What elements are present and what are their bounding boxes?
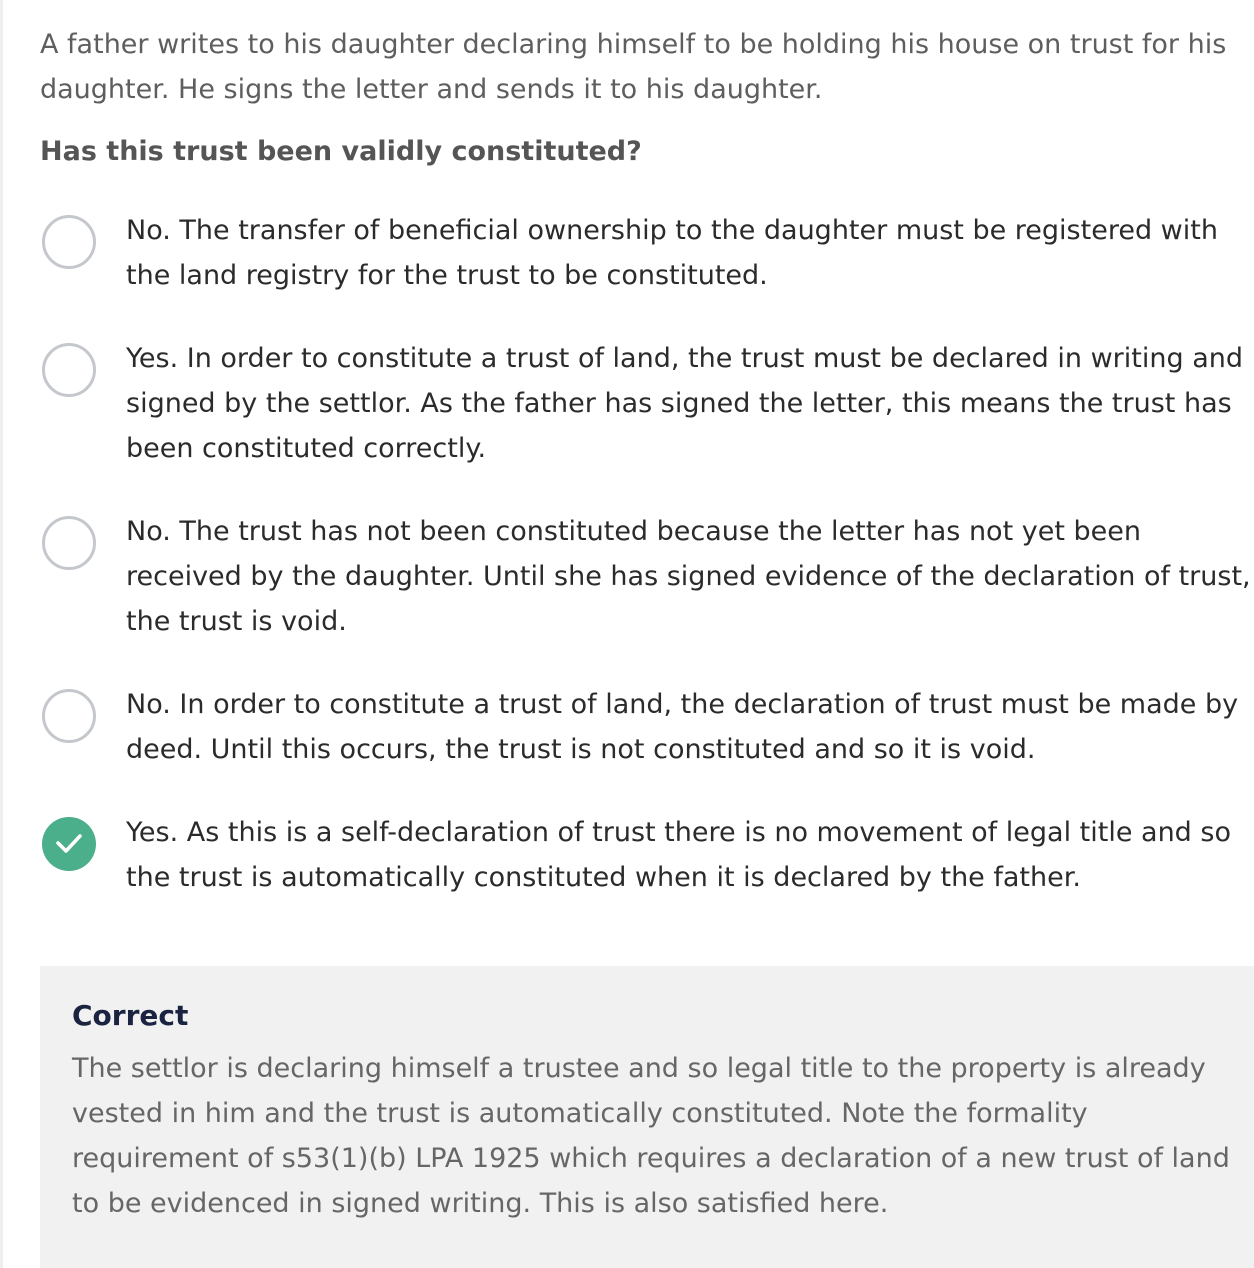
answer-option-text: Yes. As this is a self-declaration of trust there is no movement of legal title and so the trust is automatically constituted when it is declared by the father. [126, 817, 1231, 893]
radio-button[interactable] [42, 215, 96, 269]
left-border [0, 0, 3, 1268]
radio-button[interactable] [42, 689, 96, 743]
answer-option-1[interactable] [40, 208, 1254, 298]
question-text: Has this trust been validly constituted? [40, 136, 642, 167]
question-card [40, 22, 1254, 900]
answer-option-4[interactable] [40, 682, 1254, 772]
radio-button[interactable] [42, 343, 96, 397]
answer-options [40, 208, 1254, 900]
answer-option-text: No. The trust has not been constituted because the letter has not yet been received by the daughter. Until she has signed evidence of the declaration of trust, the trust is void. [126, 516, 1251, 637]
feedback-panel [40, 966, 1254, 1268]
feedback-title: Correct [72, 999, 189, 1032]
radio-button[interactable] [42, 516, 96, 570]
check-icon [55, 832, 83, 854]
radio-button-selected[interactable] [42, 817, 96, 871]
answer-option-2[interactable] [40, 336, 1254, 471]
feedback-text: The settlor is declaring himself a trustee and so legal title to the property is already vested in him and the trust is automatically constituted. Note the formality requirement of s53(1)(b) LPA 1925 which requires a declaration of a new trust of land to be evidenced in signed writing. This is also satisfied here. [72, 1053, 1230, 1219]
answer-option-text: Yes. In order to constitute a trust of land, the trust must be declared in writing and signed by the settlor. As the father has signed the letter, this means the trust has been constituted correctly. [126, 343, 1244, 464]
answer-option-3[interactable] [40, 509, 1254, 644]
answer-option-text: No. The transfer of beneficial ownership to the daughter must be registered with the land registry for the trust to be constituted. [126, 215, 1218, 291]
scenario-text: A father writes to his daughter declaring himself to be holding his house on trust for his daughter. He signs the letter and sends it to his daughter. [40, 29, 1227, 105]
answer-option-text: No. In order to constitute a trust of land, the declaration of trust must be made by deed. Until this occurs, the trust is not constituted and so it is void. [126, 689, 1239, 765]
answer-option-5[interactable] [40, 810, 1254, 900]
